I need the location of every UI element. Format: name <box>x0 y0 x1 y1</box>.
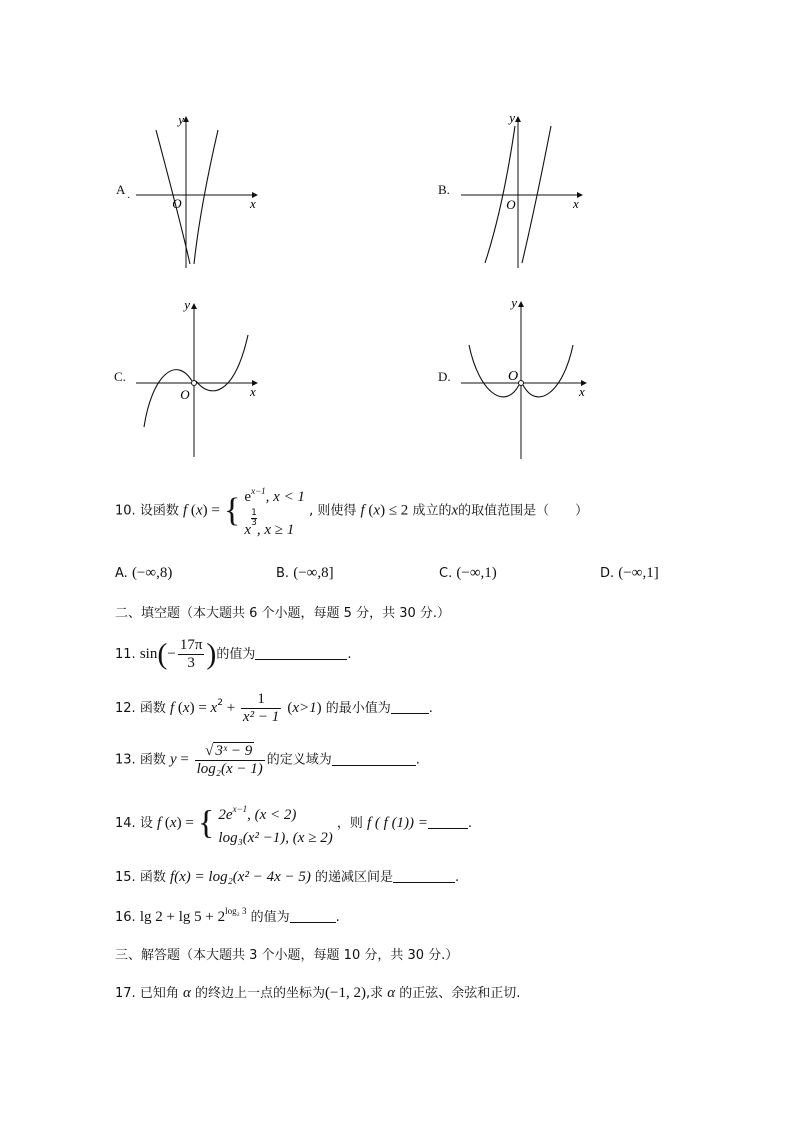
x-label: x <box>250 196 256 211</box>
q10-option-c[interactable]: C. (−∞,1) <box>439 565 497 581</box>
section-2-heading: 二、填空题（本大题共 6 个小题，每题 5 分，共 30 分.） <box>115 606 451 621</box>
curve-right <box>523 345 573 397</box>
question-10: 10. 设函数 f (x) = { $e^{x-1}$, x < 1 x $\frac{1}{3}$ , x ≥ 1 , 则使得 f (x) ≤ 2 成立的x的取值范围是（ ） <box>115 480 588 542</box>
curve-right <box>196 335 248 391</box>
y-label: y <box>511 295 517 310</box>
curve-right <box>194 130 218 264</box>
graph-d <box>455 293 595 463</box>
origin-label: O <box>507 369 519 384</box>
hollow-point <box>519 381 524 386</box>
graph-c <box>130 295 270 463</box>
x-label: x <box>579 384 585 399</box>
answer-blank[interactable] <box>255 645 347 660</box>
question-11: 11. sin(− $\frac{17\pi}{3}$ )的值为 . <box>115 637 352 671</box>
y-label: y <box>184 297 190 312</box>
section-3-heading: 三、解答题（本大题共 3 个小题，每题 10 分，共 30 分.） <box>115 948 459 963</box>
option-c-label: C. <box>114 369 126 384</box>
origin-label: O <box>506 197 516 212</box>
y-label: y <box>178 112 184 127</box>
question-17: 17. 已知角 α 的终边上一点的坐标为(−1, 2),求 α 的正弦、余弦和正切. <box>115 985 521 1001</box>
question-15: 15. 函数 f(x) = log₂(x² − 4x − 5) 的递减区间是 . <box>115 869 460 885</box>
question-number: 10. <box>115 503 136 519</box>
answer-blank[interactable] <box>332 751 416 766</box>
answer-blank[interactable] <box>391 699 429 714</box>
question-16: 16. $\lg 2 + \lg 5 + 2^{log_2 3}$ 的值为 . <box>115 906 340 925</box>
x-label: x <box>573 196 579 211</box>
piecewise: $e^{x-1}$, x < 1 x $\frac{1}{3}$ , x ≥ 1 <box>244 486 305 538</box>
option-d-label: D. <box>438 369 451 384</box>
option-b-label: B. <box>438 182 450 197</box>
y-label: y <box>509 110 515 125</box>
question-14: 14. 设 f (x) = { $2e^{x-1}$, (x < 2) log₃(x² −1), (x ≥ 2) ，则 f ( f (1)) = . <box>115 798 472 849</box>
x-label: x <box>250 384 256 399</box>
option-a-label: A $_.$ <box>116 182 130 201</box>
answer-blank[interactable] <box>393 868 455 883</box>
q10-option-b[interactable]: B. (−∞,8] <box>276 565 334 581</box>
graph-a <box>130 108 270 273</box>
answer-blank[interactable] <box>290 908 336 923</box>
question-13: 13. 函数 y = $\frac{\text{√ 3ˣ − 9}}{\text{log₂(x − 1)}}$ 的定义域为 . <box>115 743 420 777</box>
graph-b <box>455 108 595 273</box>
origin-label: O <box>172 196 182 211</box>
q10-option-a[interactable]: A. (−∞,8) <box>115 565 173 581</box>
hollow-point <box>192 381 197 386</box>
piecewise: $2e^{x-1}$, (x < 2) log₃(x² −1), (x ≥ 2) <box>218 804 333 846</box>
question-12: 12. 函数 f $(x) = x^2$ + $\frac{1}{\text{x² − 1}}$ (x>1) 的最小值为 . <box>115 691 433 725</box>
answer-blank[interactable] <box>428 814 468 829</box>
origin-label: O <box>180 387 190 402</box>
q10-option-d[interactable]: D. (−∞,1] <box>600 565 659 581</box>
